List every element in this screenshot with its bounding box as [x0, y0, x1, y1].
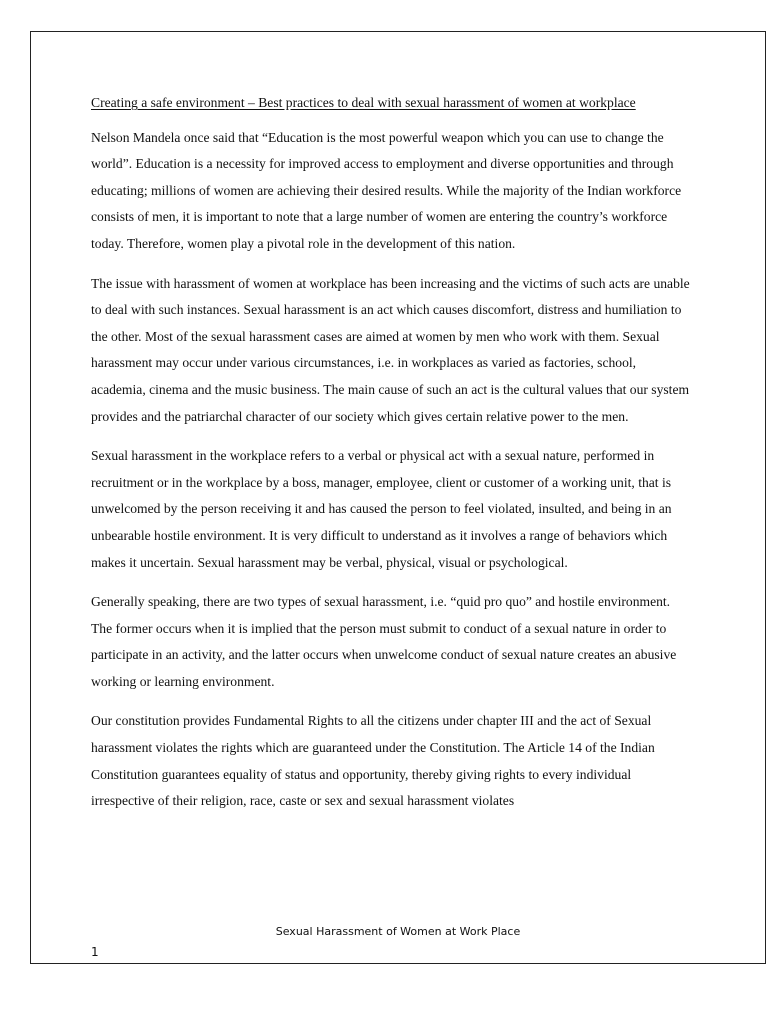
paragraph-4: Generally speaking, there are two types of sexual harassment, i.e. “quid pro quo” and hostile environment. The former occurs when it is implied that the person must submit to conduct of a sexual nature in order to participate in an activity, and the latter occurs when unwelcome conduct of sexual nature creates an abusive working or learning environment.	[91, 594, 677, 689]
paragraph-3: Sexual harassment in the workplace refers to a verbal or physical act with a sexual nature, performed in recruitment or in the workplace by a boss, manager, employee, client or customer of a working unit, that is unwelcomed by the person receiving it and has caused the person to feel violated, insulted, and being in an unbearable hostile environment. It is very difficult to understand as it involves a range of behaviors which makes it uncertain. Sexual harassment may be verbal, physical, visual or psychological.	[91, 448, 672, 570]
paragraph-1: Nelson Mandela once said that “Education is the most powerful weapon which you can use to change the world”. Education is a necessity for improved access to employment and diverse opportunities and through educating; millions of women are achieving their desired results. While the majority of the Indian workforce consists of men, it is important to note that a large number of women are entering the country’s workforce today. Therefore, women play a pivotal role in the development of this nation.	[91, 129, 682, 251]
paragraph-5: Our constitution provides Fundamental Rights to all the citizens under chapter III and the act of Sexual harassment violates the rights which are guaranteed under the Constitution. The Article 14 of the Indian Constitution guarantees equality of status and opportunity, thereby giving rights to every individual irrespective of their religion, race, caste or sex and sexual harassment violates	[91, 713, 655, 809]
document-body	[91, 90, 691, 828]
paragraph-2: The issue with harassment of women at workplace has been increasing and the victims of such acts are unable to deal with such instances. Sexual harassment is an act which causes discomfort, distress and humiliation to the other. Most of the sexual harassment cases are aimed at women by men who work with them. Sexual harassment may occur under various circumstances, i.e. in workplaces as varied as factories, school, academia, cinema and the music business. The main cause of such an act is the cultural values that our system provides and the patriarchal character of our society which gives certain relative power to the men.	[91, 275, 690, 424]
page-footer: Sexual Harassment of Women at Work Place	[275, 925, 521, 938]
page-number: 1	[91, 945, 99, 959]
document-page	[30, 31, 766, 964]
document-title: Creating a safe environment – Best practices to deal with sexual harassment of women at workplace	[91, 95, 636, 110]
